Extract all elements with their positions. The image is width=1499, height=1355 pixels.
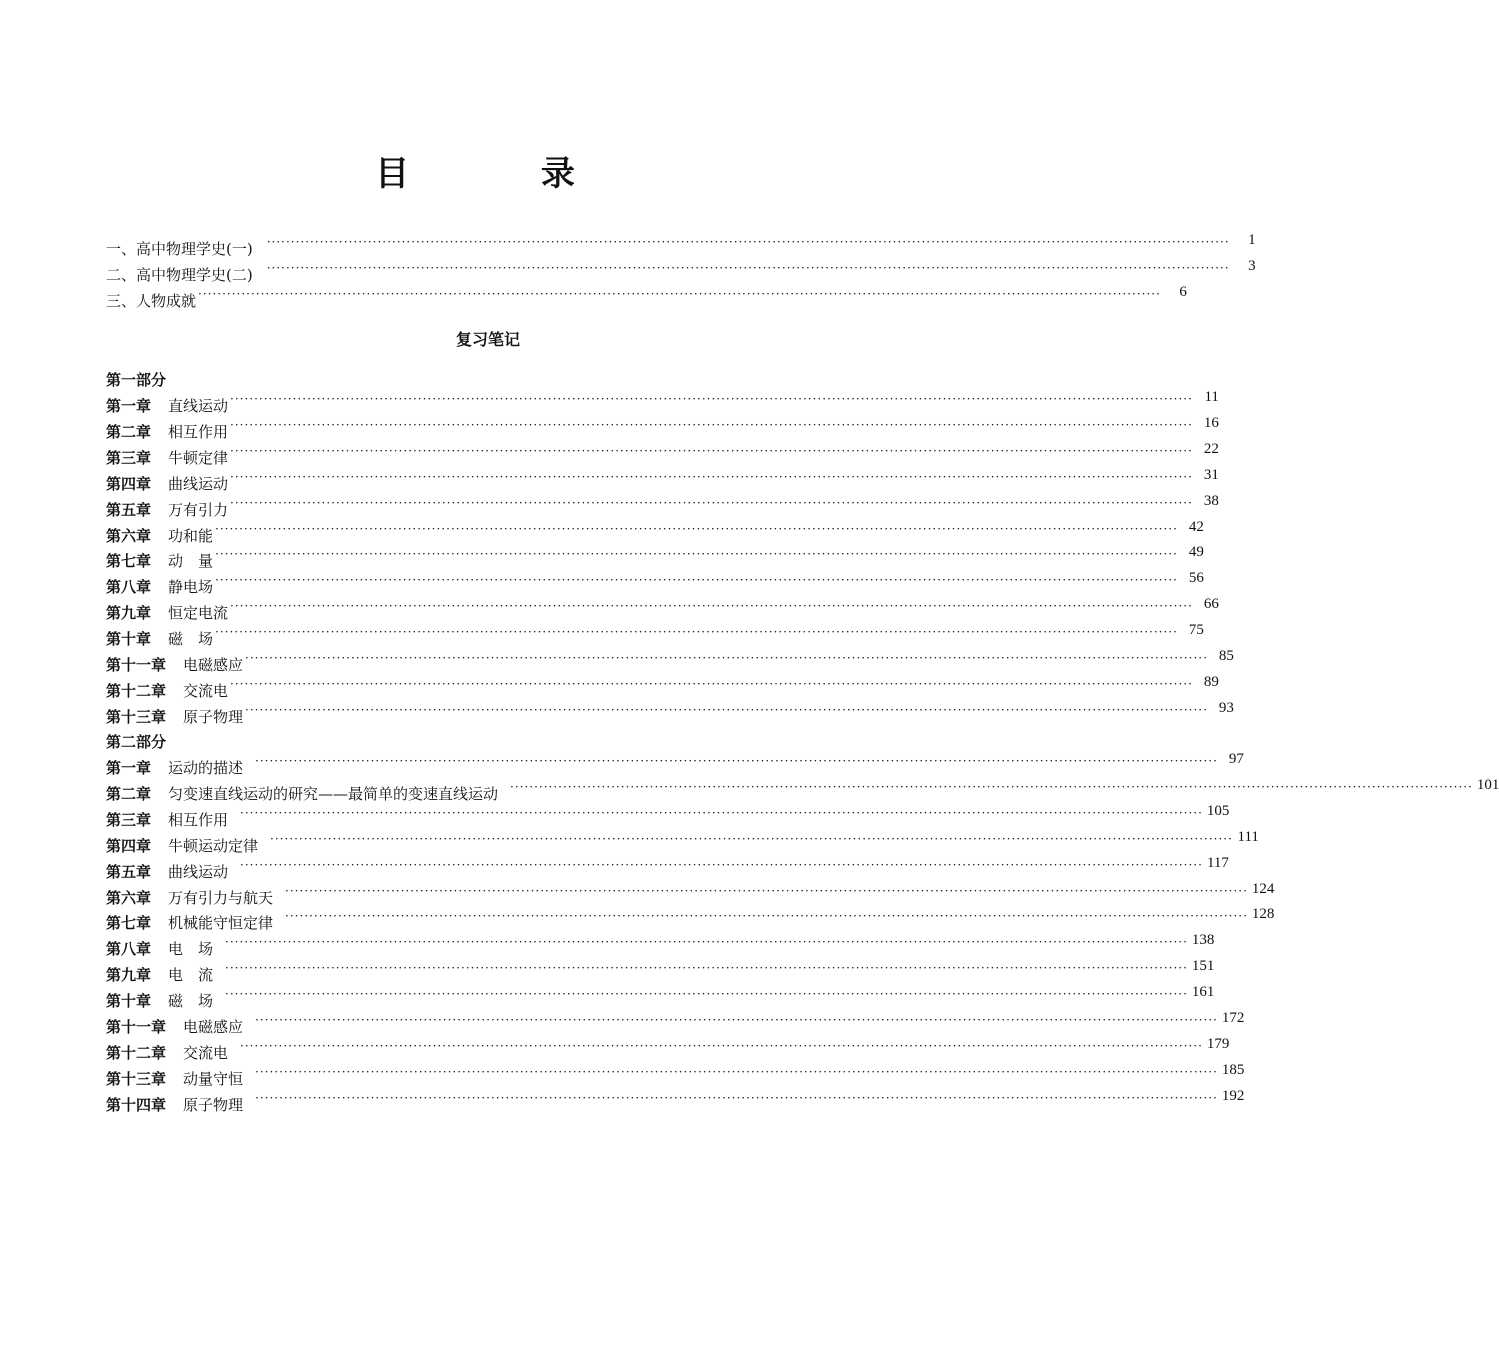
leader-dots: ········································································································································································································ [266, 261, 1230, 275]
leader-dots: ········································································································································································································ [240, 805, 1203, 820]
page-number: 49 [1188, 544, 1204, 561]
chapter-entry[interactable] [106, 440, 1219, 468]
page-number: 1 [1248, 232, 1256, 248]
leader-dots: ········································································································································································································ [198, 287, 1161, 301]
page-number: 93 [1218, 699, 1234, 716]
chapter-number: 第十三章 [106, 1069, 167, 1088]
chapter-number: 第二章 [106, 422, 152, 441]
chapter-number: 第六章 [106, 888, 152, 907]
chapter-title: 匀变速直线运动的研究——最简单的变速直线运动 [168, 784, 499, 803]
chapter-title: 动 量 [168, 552, 214, 571]
page-number: 56 [1188, 570, 1204, 587]
chapter-number: 二、高中物理学史(二) [106, 266, 253, 284]
page-number: 66 [1203, 596, 1219, 613]
chapter-entry[interactable] [106, 1010, 1245, 1037]
chapter-entry[interactable] [106, 1061, 1245, 1089]
chapter-number: 第三章 [106, 810, 152, 829]
page-number: 161 [1191, 984, 1215, 1001]
chapter-number: 第四章 [106, 836, 152, 855]
chapter-title: 牛顿运动定律 [168, 836, 259, 855]
chapter-entry[interactable] [106, 544, 1204, 571]
intro-entry[interactable] [106, 284, 1187, 311]
chapter-number: 第四章 [106, 474, 152, 493]
chapter-entry[interactable] [106, 1035, 1230, 1063]
leader-dots: ········································································································································································································ [230, 599, 1193, 614]
leader-dots: ········································································································································································································ [240, 1038, 1203, 1053]
chapter-title: 运动的描述 [168, 759, 244, 777]
page-number: 172 [1221, 1010, 1245, 1026]
chapter-entry[interactable] [106, 492, 1219, 520]
chapter-title: 万有引力 [168, 500, 229, 519]
chapter-entry[interactable] [106, 648, 1234, 675]
chapter-title: 电磁感应 [183, 1018, 244, 1036]
chapter-title: 静电场 [168, 578, 214, 597]
chapter-entry[interactable] [106, 776, 1499, 804]
chapter-number: 第十三章 [106, 707, 167, 726]
chapter-title: 万有引力与航天 [168, 888, 274, 907]
chapter-number: 一、高中物理学史(一) [106, 240, 253, 258]
chapter-number: 第九章 [106, 966, 152, 985]
chapter-number: 第十四章 [106, 1095, 167, 1114]
chapter-title: 磁 场 [168, 630, 214, 649]
chapter-title: 电磁感应 [183, 656, 244, 674]
page-title: 目 录 [375, 154, 635, 194]
page-number: 138 [1191, 932, 1215, 949]
leader-dots: ········································································································································································································ [245, 651, 1208, 665]
chapter-entry[interactable] [106, 751, 1244, 778]
chapter-title: 电 流 [168, 966, 214, 985]
page-number: 38 [1203, 492, 1219, 509]
leader-dots: ········································································································································································································ [230, 469, 1193, 484]
chapter-title: 交流电 [183, 1043, 229, 1062]
chapter-entry[interactable] [106, 570, 1204, 597]
chapter-title: 磁 场 [168, 992, 214, 1011]
page-number: 16 [1203, 414, 1219, 431]
chapter-entry[interactable] [106, 596, 1219, 623]
page-number: 11 [1204, 389, 1219, 405]
part1-label: 第一部分 [106, 371, 167, 389]
chapter-title: 交流电 [183, 681, 229, 700]
chapter-title: 曲线运动 [168, 862, 229, 881]
chapter-title: 原子物理 [183, 1095, 244, 1114]
chapter-title: 功和能 [168, 526, 214, 545]
leader-dots: ········································································································································································································ [230, 392, 1193, 406]
leader-dots: ········································································································································································································ [245, 702, 1208, 717]
chapter-entry[interactable] [106, 880, 1275, 908]
leader-dots: ········································································································································································································ [215, 625, 1178, 640]
chapter-entry[interactable] [106, 466, 1219, 494]
leader-dots: ········································································································································································································ [215, 547, 1178, 562]
page-number: 85 [1218, 648, 1234, 664]
chapter-title: 直线运动 [168, 397, 229, 415]
leader-dots: ········································································································································································································ [266, 235, 1230, 249]
chapter-entry[interactable] [106, 389, 1219, 416]
chapter-title: 原子物理 [183, 707, 244, 726]
chapter-number: 第十一章 [106, 656, 167, 674]
chapter-entry[interactable] [106, 932, 1215, 959]
chapter-title: 曲线运动 [168, 474, 229, 493]
chapter-number: 第三章 [106, 448, 152, 467]
leader-dots: ········································································································································································································ [225, 961, 1188, 976]
chapter-entry[interactable] [106, 622, 1204, 649]
chapter-entry[interactable] [106, 802, 1230, 830]
leader-dots: ········································································································································································································ [230, 443, 1193, 458]
section-title: 复习笔记 [455, 330, 520, 349]
chapter-title: 动量守恒 [183, 1069, 244, 1088]
page-number: 3 [1248, 258, 1256, 274]
leader-dots: ········································································································································································································ [255, 1090, 1218, 1105]
leader-dots: ········································································································································································································ [285, 883, 1248, 898]
chapter-number: 第七章 [106, 552, 152, 571]
chapter-title: 恒定电流 [168, 604, 229, 623]
chapter-number: 第一章 [106, 759, 152, 777]
chapter-entry[interactable] [106, 699, 1234, 727]
leader-dots: ········································································································································································································ [255, 1013, 1218, 1027]
chapter-entry[interactable] [106, 958, 1215, 985]
page-number: 128 [1251, 906, 1275, 923]
chapter-number: 第五章 [106, 500, 152, 519]
part2-label: 第二部分 [106, 733, 167, 751]
page-number: 42 [1188, 518, 1204, 535]
chapter-entry[interactable] [106, 1087, 1245, 1115]
chapter-number: 第十二章 [106, 1043, 167, 1062]
chapter-number: 第八章 [106, 940, 152, 959]
page-number: 179 [1206, 1035, 1230, 1052]
page-number: 192 [1221, 1087, 1245, 1104]
chapter-number: 第一章 [106, 397, 152, 415]
page-number: 124 [1251, 880, 1275, 897]
leader-dots: ········································································································································································································ [240, 857, 1203, 872]
chapter-title: 牛顿定律 [168, 448, 229, 467]
leader-dots: ········································································································································································································ [255, 754, 1218, 768]
chapter-entry[interactable] [106, 414, 1219, 442]
page-number: 97 [1228, 751, 1244, 767]
leader-dots: ········································································································································································································ [225, 935, 1188, 950]
leader-dots: ········································································································································································································ [225, 987, 1188, 1002]
leader-dots: ········································································································································································································ [230, 417, 1193, 432]
chapter-number: 第五章 [106, 862, 152, 881]
intro-entry[interactable] [106, 258, 1256, 285]
chapter-entry[interactable] [106, 984, 1215, 1011]
chapter-number: 第二章 [106, 784, 152, 803]
page-number: 6 [1179, 284, 1187, 300]
page-number: 89 [1203, 673, 1219, 690]
page-number: 75 [1188, 622, 1204, 639]
page-number: 105 [1206, 802, 1230, 819]
page-number: 31 [1203, 466, 1219, 483]
page-number: 117 [1206, 854, 1229, 871]
leader-dots: ········································································································································································································ [270, 831, 1233, 846]
chapter-number: 第六章 [106, 526, 152, 545]
chapter-entry[interactable] [106, 518, 1204, 546]
chapter-entry[interactable] [106, 906, 1275, 933]
leader-dots: ········································································································································································································ [510, 779, 1473, 794]
chapter-number: 第九章 [106, 604, 152, 623]
page-number: 22 [1203, 440, 1219, 457]
chapter-number: 第十一章 [106, 1018, 167, 1036]
chapter-entry[interactable] [106, 673, 1219, 701]
chapter-number: 第七章 [106, 914, 152, 933]
page-number: 185 [1221, 1061, 1245, 1078]
chapter-title: 相互作用 [168, 422, 229, 441]
chapter-number: 第十章 [106, 630, 152, 649]
leader-dots: ········································································································································································································ [215, 521, 1178, 536]
chapter-number: 第十章 [106, 992, 152, 1011]
chapter-title: 电 场 [168, 940, 214, 959]
intro-entry[interactable] [106, 232, 1256, 259]
chapter-entry[interactable] [106, 828, 1259, 856]
page-number: 151 [1191, 958, 1215, 975]
chapter-entry[interactable] [106, 854, 1229, 882]
leader-dots: ········································································································································································································ [230, 676, 1193, 691]
chapter-number: 三、人物成就 [106, 292, 197, 310]
chapter-title: 机械能守恒定律 [168, 914, 274, 933]
chapter-number: 第八章 [106, 578, 152, 597]
leader-dots: ········································································································································································································ [215, 573, 1178, 588]
leader-dots: ········································································································································································································ [230, 495, 1193, 510]
leader-dots: ········································································································································································································ [285, 909, 1248, 924]
page-number: 111 [1237, 828, 1259, 845]
page-number: 101 [1476, 776, 1499, 793]
chapter-number: 第十二章 [106, 681, 167, 700]
chapter-title: 相互作用 [168, 810, 229, 829]
leader-dots: ········································································································································································································ [255, 1064, 1218, 1079]
